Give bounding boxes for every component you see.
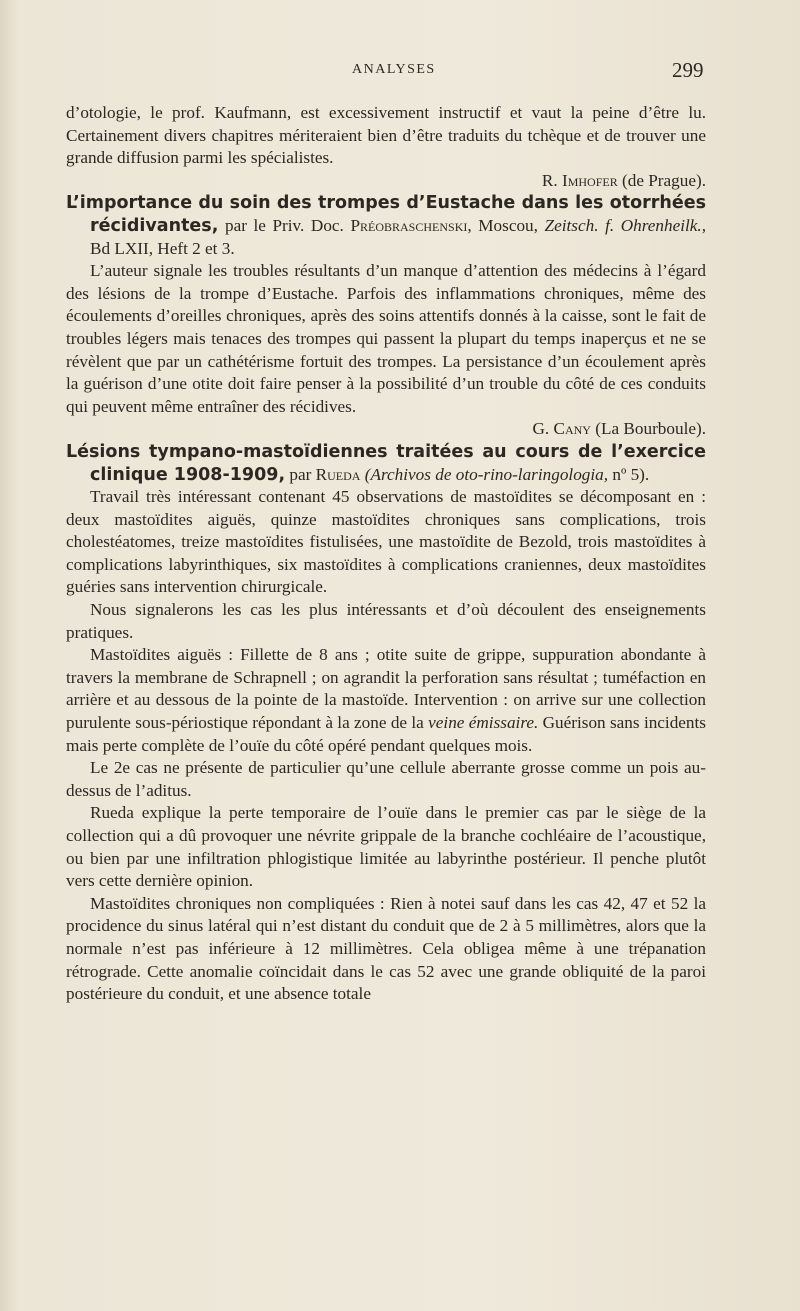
- article-title: L’importance du soin des trompes d’Eustache dans les otorrhées récidivantes,: [66, 193, 706, 236]
- journal-reference: nº 5).: [612, 464, 650, 484]
- paragraph: Mastoïdites chroniques non compliquées : Rien à notei sauf dans les cas 42, 47 et 52 la procidence du sinus latéral qui n’est distant du conduit que de 2 à 5 millimètres, alors que la normale n’est pas inférieure à 12 millimètres. Cela obligea même à une trépanation rétrograde. Cette anomalie coïncidait dans le cas 52 avec une grande obliquité de la paroi postérieure du conduit, et une absence totale: [66, 893, 706, 1004]
- article-author: Préobraschenski,: [350, 215, 472, 235]
- signature: [66, 418, 706, 441]
- paragraph-text: Guérison sans incidents mais perte complète de l’ouïe du côté opéré pendant quelques mois.: [66, 713, 706, 755]
- paragraph: d’otologie, le prof. Kaufmann, est excessivement instructif et vaut la peine d’être lu. Certainement divers chapitres méritera​ient bien d’être traduits du tchèque et de trouver une grande diffusion parmi les spécialistes.: [66, 103, 706, 168]
- article-title: Lésions tympano-mastoïdiennes traitées au cours de l’exercice clinique 1908-1909,: [66, 441, 706, 485]
- article-heading: [66, 192, 706, 260]
- byline-suffix: Moscou,: [478, 215, 538, 235]
- paragraph-text: Mastoïdites aiguës : Fillette de 8 ans ; otite suite de grippe, suppuration abondante à travers la membrane de Schrapnell ; on agrandit la perforation sans résultat ; tuméfaction en arrière et au dessous de la pointe de la mastoïde. Intervention : on arrive sur une collection purulente sous-périostique répondant à la zone de la: [66, 645, 706, 733]
- page-number: 299: [672, 58, 704, 82]
- paragraph: L’auteur signale les troubles résultants d’un manque d’attention des médecins à l’égard des lésions de la trompe d’Eustache. Parfois des inflammations chroniques, même des écoulements d’oreilles chroniques, après des soins attentifs donnés à la caisse, sont le fait de troubles légers mais tenaces des trompes qui passent la plupart du temps inaperçus et ne se révèlent que par un cathétérisme fortuit des trompes. La persistance d’un écoulement après la guérison d’une otite doit faire penser à la possibilité d’un trouble du côté de ces conduits qui peuvent même entraîner des récidives.: [66, 261, 706, 416]
- page-header: [0, 58, 800, 84]
- signature: [66, 170, 706, 193]
- signature-name: G. Cany: [532, 419, 591, 439]
- paragraph: Le 2e cas ne présente de particulier qu’une cellule aberrante grosse comme un pois au-dessus de l’aditus.: [66, 758, 706, 800]
- paragraph: [66, 644, 706, 757]
- signature-place: (de Prague).: [622, 170, 706, 190]
- byline-prefix: par le Priv. Doc.: [224, 215, 344, 235]
- paragraph: Nous signalerons les cas les plus intéressants et d’où découlent des enseignements pratiques.: [66, 600, 706, 642]
- signature-place: (La Bourboule).: [595, 419, 706, 439]
- journal-reference: Bd LXII, Heft 2 et 3.: [90, 238, 235, 258]
- article-heading: [66, 441, 706, 486]
- journal-name: Zeitsch. f. Ohrenheilk.,: [544, 215, 707, 235]
- byline-prefix: par: [289, 464, 312, 484]
- paragraph: Rueda explique la perte temporaire de l’ouïe dans le premier cas par le siège de la collection qui a dû provoquer une névrite grippale de la branche cochléaire de l’acoustique, ou bien par une infiltration phlogistique limitée au labyrinthe postérieur. Il penche plutôt vers cette dernière opinion.: [66, 803, 706, 891]
- paragraph: Travail très intéressant contenant 45 observations de mastoïdites se décomposant en : deux mastoïdites aiguës, quinze mastoïdites chroniques sans complications, trois cholestéatomes, treize mastoïdites fistulisées, une mastoïdite de Bezold, trois mastoïdites à complications labyrinthiques, six mastoïdites à complications craniennes, deux mastoïdites guéries sans intervention chirurgicale.: [66, 487, 706, 597]
- page-body: [66, 102, 706, 1006]
- signature-name: R. Imhofer: [541, 170, 618, 190]
- article-author: Rueda: [315, 464, 361, 484]
- emphasis: veine émissaire.: [428, 713, 539, 733]
- running-title: ANALYSES: [352, 62, 436, 77]
- journal-name: (Archivos de oto-rino-laringologia,: [364, 464, 609, 484]
